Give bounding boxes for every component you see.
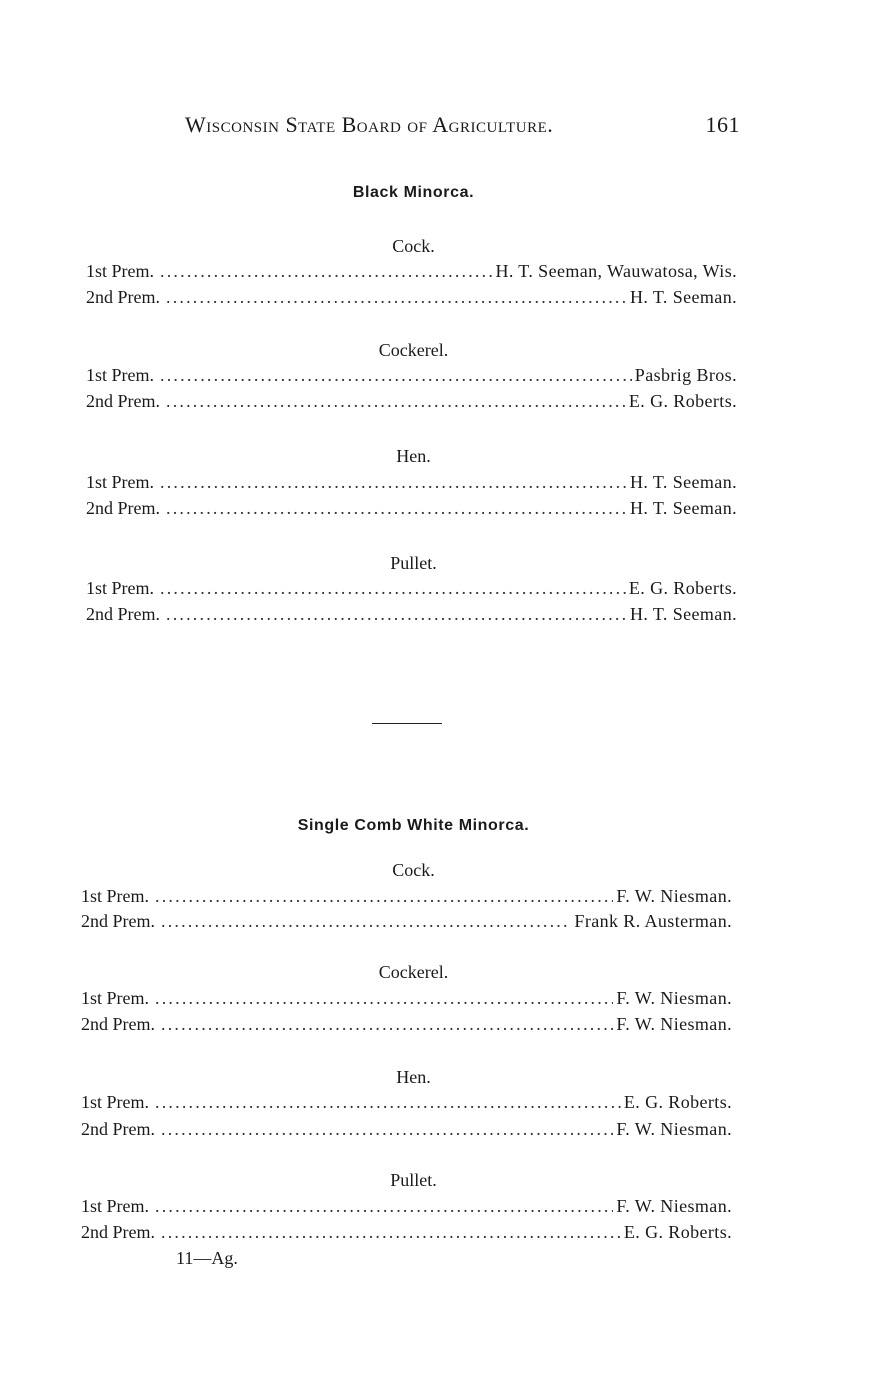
award-place: 1st Prem. (86, 365, 155, 385)
award-winner: H. T. Seeman, Wauwatosa, Wis. (495, 261, 737, 281)
award-winner: Frank R. Austerman. (574, 911, 732, 931)
category-title-pullet: Pullet. (390, 1170, 437, 1190)
award-place: 2nd Prem. (81, 911, 155, 931)
category-title-cockerel: Cockerel. (378, 962, 449, 982)
award-place: 2nd Prem. (81, 1222, 155, 1242)
dot-leader (166, 498, 627, 519)
page-number: 161 (705, 112, 740, 137)
section-divider (372, 723, 442, 724)
award-row (81, 1092, 732, 1113)
award-place: 1st Prem. (81, 988, 150, 1008)
dot-leader (160, 578, 626, 599)
dot-leader (166, 287, 627, 308)
award-row (81, 1014, 732, 1035)
running-title: Wisconsin State Board of Agriculture. (185, 112, 554, 137)
award-winner: Pasbrig Bros. (634, 365, 737, 385)
category-title-pullet: Pullet. (390, 553, 437, 573)
dot-leader (161, 1222, 621, 1243)
award-place: 2nd Prem. (86, 604, 160, 624)
dot-leader (166, 604, 627, 625)
category-title-cock: Cock. (392, 860, 435, 880)
award-place: 1st Prem. (81, 886, 150, 906)
award-place: 2nd Prem. (86, 498, 160, 518)
dot-leader (166, 391, 626, 412)
award-row (86, 578, 737, 599)
award-place: 1st Prem. (86, 261, 155, 281)
award-row (81, 886, 732, 907)
award-row (81, 911, 732, 932)
award-winner: H. T. Seeman. (629, 472, 737, 492)
award-row (81, 988, 732, 1009)
award-place: 1st Prem. (81, 1196, 150, 1216)
dot-leader (160, 472, 627, 493)
award-row (86, 472, 737, 493)
dot-leader (160, 365, 632, 386)
category-title-hen: Hen. (396, 446, 431, 466)
award-winner: E. G. Roberts. (628, 391, 737, 411)
dot-leader (155, 1196, 613, 1217)
award-row (86, 604, 737, 625)
award-row (81, 1196, 732, 1217)
award-winner: F. W. Niesman. (616, 886, 732, 906)
award-winner: H. T. Seeman. (629, 287, 737, 307)
award-place: 1st Prem. (86, 472, 155, 492)
award-row (86, 261, 737, 282)
award-winner: F. W. Niesman. (616, 1119, 732, 1139)
award-winner: F. W. Niesman. (616, 988, 732, 1008)
award-row (86, 287, 737, 308)
award-row (86, 365, 737, 386)
award-winner: E. G. Roberts. (628, 578, 737, 598)
award-place: 1st Prem. (81, 1092, 150, 1112)
award-winner: F. W. Niesman. (616, 1196, 732, 1216)
dot-leader (161, 911, 571, 932)
dot-leader (161, 1119, 613, 1140)
section-title-black-minorca: Black Minorca. (352, 184, 475, 201)
award-place: 2nd Prem. (81, 1119, 155, 1139)
award-place: 1st Prem. (86, 578, 155, 598)
dot-leader (160, 261, 492, 282)
category-title-cockerel: Cockerel. (378, 340, 449, 360)
dot-leader (155, 988, 613, 1009)
signature-mark: 11—Ag. (176, 1248, 238, 1268)
section-title-single-comb-white-minorca: Single Comb White Minorca. (297, 817, 530, 834)
dot-leader (155, 886, 613, 907)
award-winner: H. T. Seeman. (629, 604, 737, 624)
award-row (81, 1119, 732, 1140)
award-place: 2nd Prem. (86, 391, 160, 411)
award-place: 2nd Prem. (86, 287, 160, 307)
award-row (86, 498, 737, 519)
award-winner: E. G. Roberts. (623, 1222, 732, 1242)
running-header (185, 112, 740, 138)
dot-leader (161, 1014, 613, 1035)
award-winner: H. T. Seeman. (629, 498, 737, 518)
award-row (81, 1222, 732, 1243)
award-winner: E. G. Roberts. (623, 1092, 732, 1112)
award-row (86, 391, 737, 412)
dot-leader (155, 1092, 621, 1113)
award-winner: F. W. Niesman. (616, 1014, 732, 1034)
category-title-cock: Cock. (392, 236, 435, 256)
category-title-hen: Hen. (396, 1067, 431, 1087)
award-place: 2nd Prem. (81, 1014, 155, 1034)
